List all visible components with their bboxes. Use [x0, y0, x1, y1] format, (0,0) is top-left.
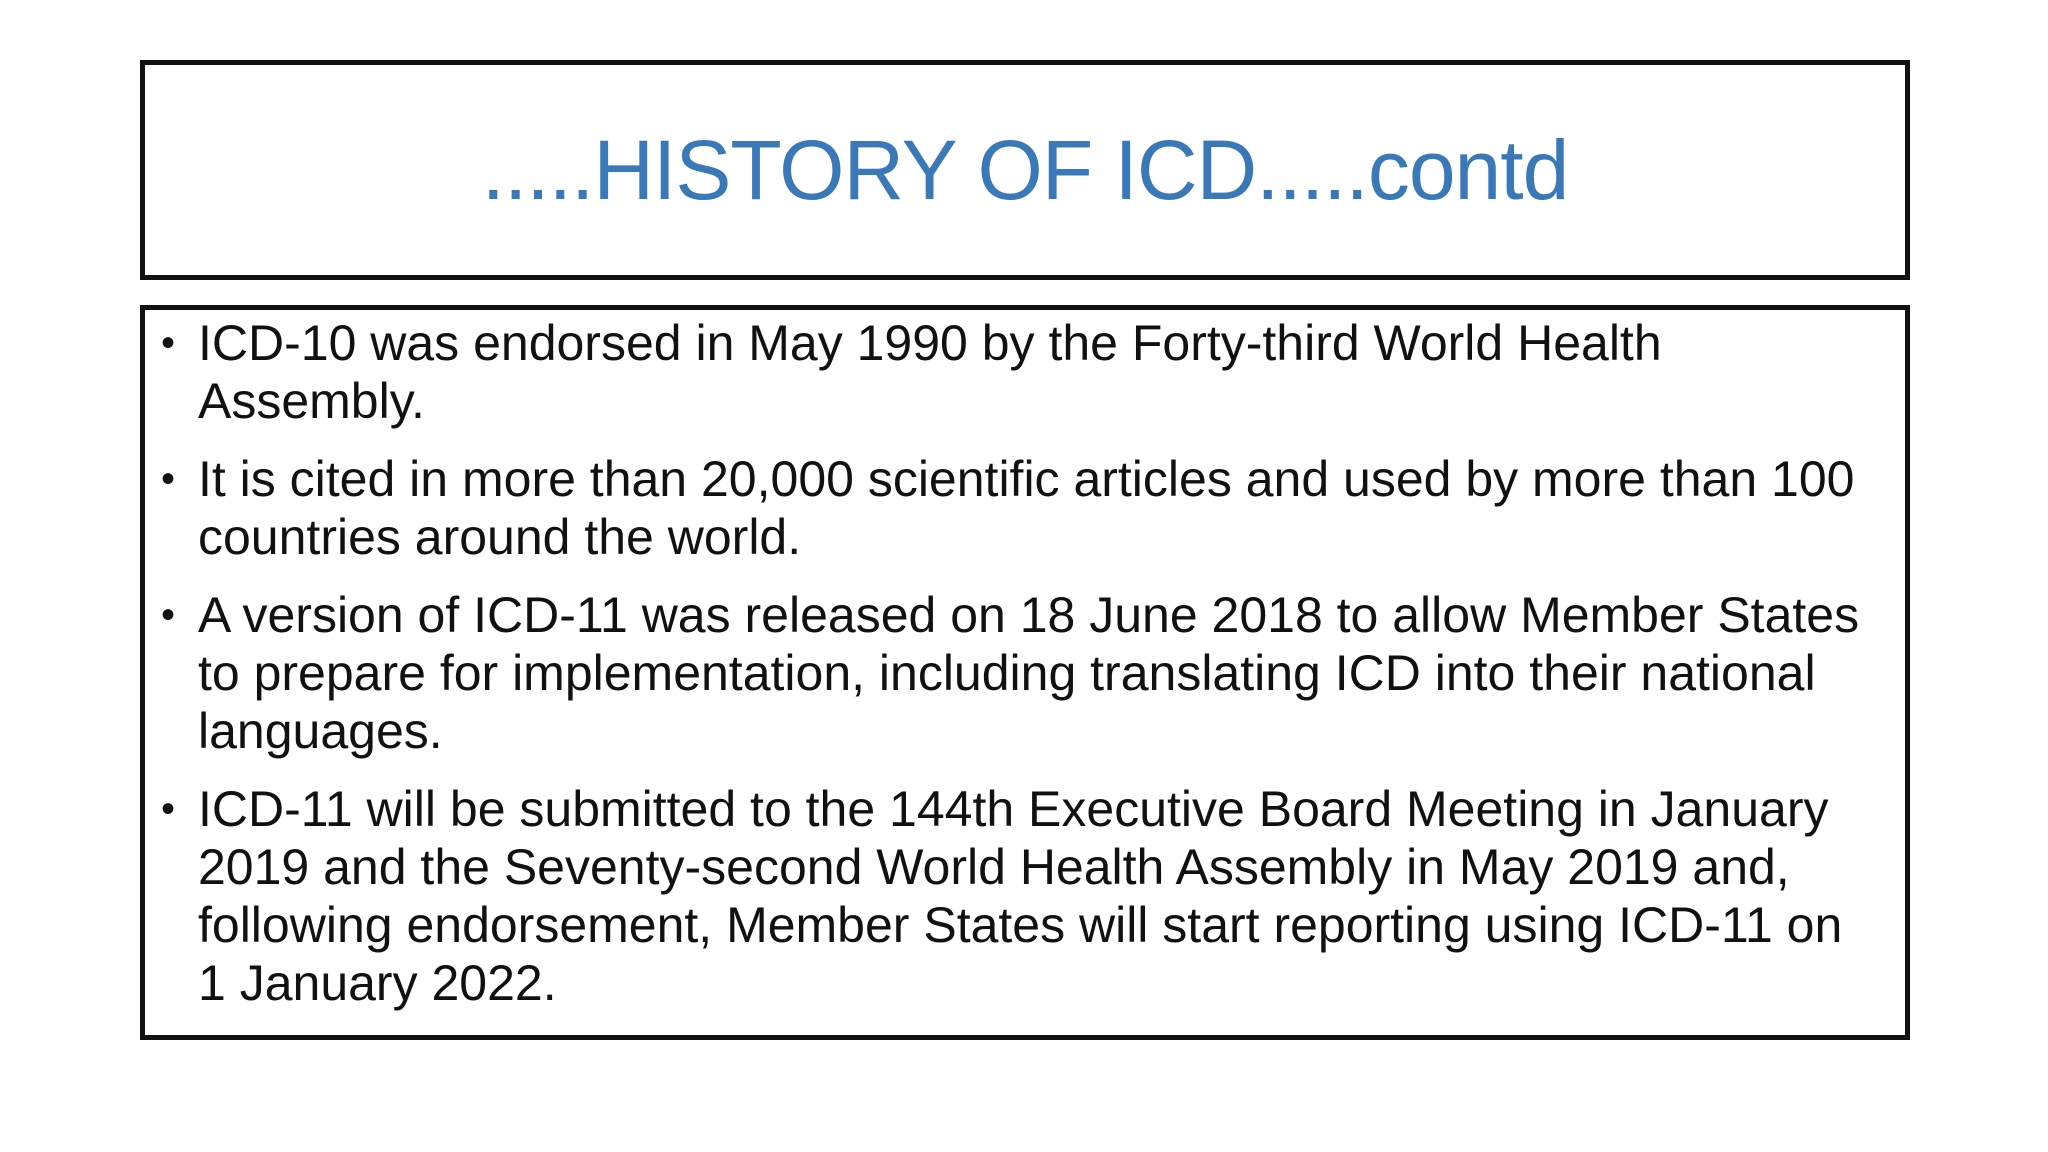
title-box	[140, 60, 1910, 280]
bullet-icon: •	[161, 457, 176, 501]
bullet-text: It is cited in more than 20,000 scientific articles and used by more than 100 countries around the world.	[198, 451, 1855, 565]
bullet-icon: •	[161, 787, 176, 831]
bullet-item	[145, 314, 1875, 430]
slide-title: .....HISTORY OF ICD.....contd	[481, 122, 1569, 217]
content-box	[140, 305, 1910, 1040]
bullet-icon: •	[161, 321, 176, 365]
bullet-text: ICD-10 was endorsed in May 1990 by the Forty-third World Health Assembly.	[198, 315, 1662, 429]
bullet-text: ICD-11 will be submitted to the 144th Executive Board Meeting in January 2019 and the Seventy-second World Health Assembly in May 2019 and, following endorsement, Member States will start reporting using ICD-11 on 1 January 2022.	[198, 781, 1843, 1011]
bullet-item	[145, 780, 1875, 1012]
bullet-text: A version of ICD-11 was released on 18 June 2018 to allow Member States to prepare for implementation, including translating ICD into their national languages.	[198, 587, 1860, 759]
bullet-list	[145, 314, 1875, 1012]
bullet-item	[145, 450, 1875, 566]
bullet-icon: •	[161, 593, 176, 637]
bullet-item	[145, 586, 1875, 760]
